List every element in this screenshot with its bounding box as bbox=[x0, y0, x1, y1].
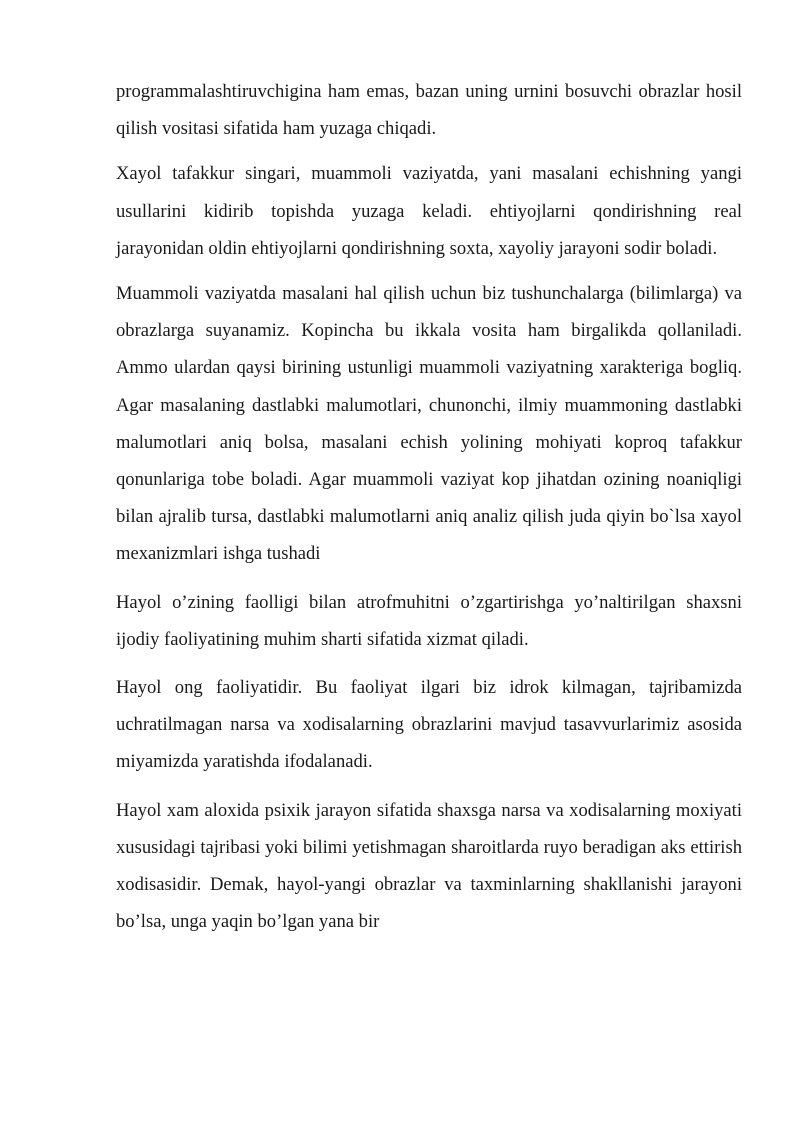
paragraph-5: Hayol ong faoliyatidir. Bu faoliyat ilgari biz idrok kilmagan, tajribamizda uchratilmagan narsa va xodisalarning obrazlarini mavjud tasavvurlarimiz asosida miyamizda yaratishda ifodalanadi. bbox=[116, 677, 742, 773]
paragraph-3: Muammoli vaziyatda masalani hal qilish uchun biz tushunchalarga (bilimlarga) va obrazlarga suyanamiz. Kopincha bu ikkala vosita ham birgalikda qollaniladi. Ammo ulardan qaysi birining ustunligi muammoli vaziyatning xarakteriga bogliq. Agar masalaning dastlabki malumotlari, chunonchi, ilmiy muammoning dastlabki malumotlari aniq bolsa, masalani echish yolining mohiyati koproq tafakkur qonunlariga tobe boladi. Agar muammoli vaziyat kop jihatdan ozining noaniqligi bilan ajralib tursa, dastlabki malumotlarni aniq analiz qilish juda qiyin bo`lsa xayol mexanizmlari ishga tushadi bbox=[116, 283, 742, 565]
document-page bbox=[116, 73, 742, 948]
paragraph-6: Hayol xam aloxida psixik jarayon sifatida shaxsga narsa va xodisalarning moxiyati xususidagi tajribasi yoki bilimi yetishmagan sharoitlarda ruyo beradigan aks ettirish xodisasidir. Demak, hayol-yangi obrazlar va taxminlarning shakllanishi jarayoni bo’lsa, unga yaqin bo’lgan yana bir bbox=[116, 799, 742, 933]
paragraph-2: Xayol tafakkur singari, muammoli vaziyatda, yani masalani echishning yangi usullarini kidirib topishda yuzaga keladi. ehtiyojlarni qondirishning real jarayonidan oldin ehtiyojlarni qondirishning soxta, xayoliy jarayoni sodir boladi. bbox=[116, 163, 742, 259]
paragraph-4: Hayol o’zining faolligi bilan atrofmuhitni o’zgartirishga yo’naltirilgan shaxsni ijodiy faoliyatining muhim sharti sifatida xizmat qiladi. bbox=[116, 591, 742, 650]
paragraph-1: programmalashtiruvchigina ham emas, bazan uning urnini bosuvchi obrazlar hosil qilish vositasi sifatida ham yuzaga chiqadi. bbox=[116, 81, 742, 140]
